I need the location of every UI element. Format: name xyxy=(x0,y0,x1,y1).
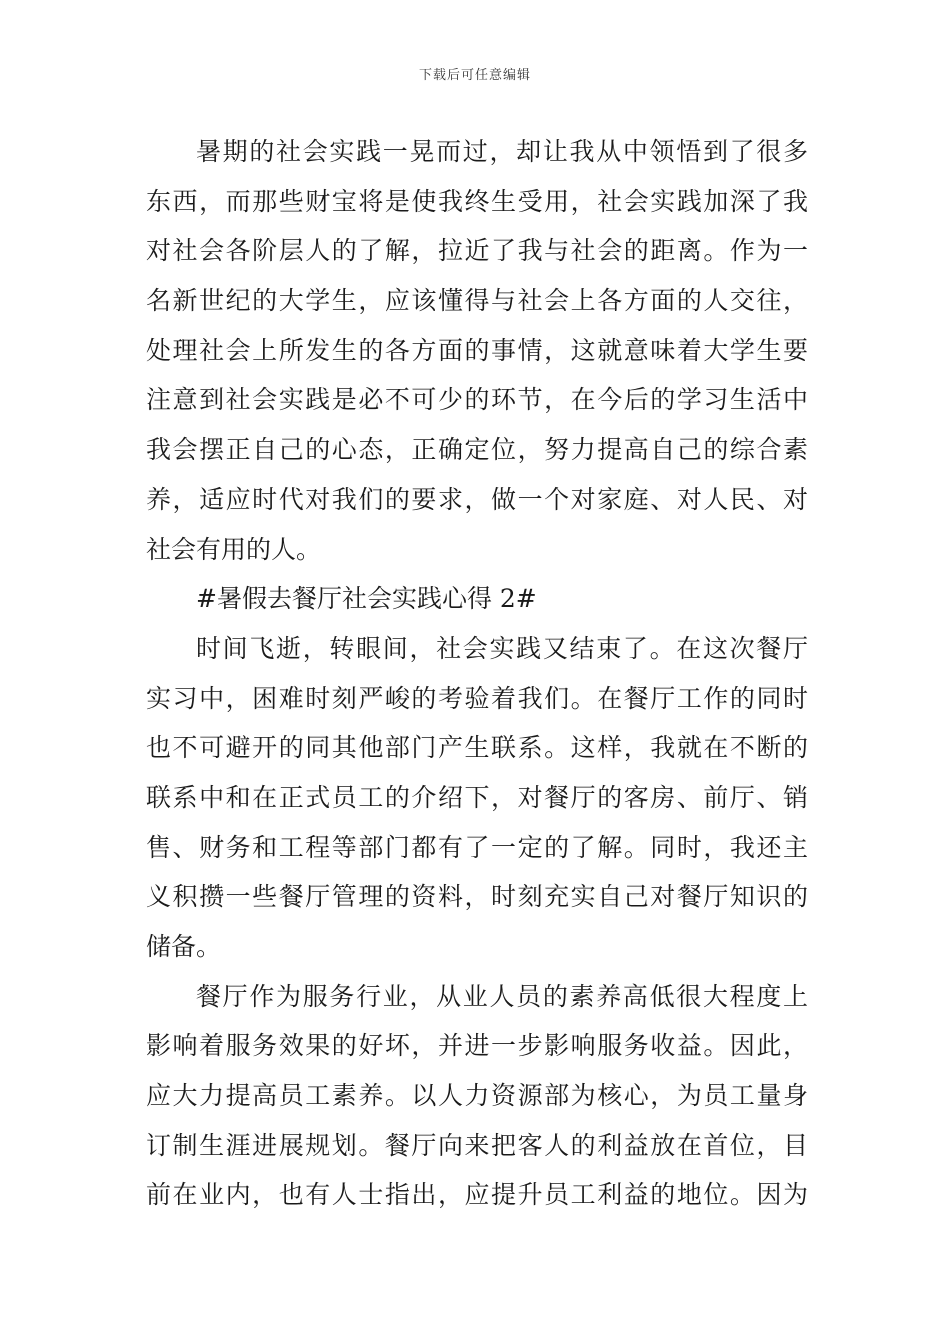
text-line: 东西，而那些财宝将是使我终生受用，社会实践加深了我 xyxy=(146,186,808,216)
text-line: 联系中和在正式员工的介绍下，对餐厅的客房、前厅、销 xyxy=(146,782,808,812)
document-body xyxy=(146,127,808,1220)
text-line: 名新世纪的大学生，应该懂得与社会上各方面的人交往， xyxy=(146,286,808,316)
text-line: 售、财务和工程等部门都有了一定的了解。同时，我还主 xyxy=(146,832,808,862)
text-line: 餐厅作为服务行业，从业人员的素养高低很大程度上 xyxy=(196,981,808,1011)
text-line: 订制生涯进展规划。餐厅向来把客人的利益放在首位，目 xyxy=(146,1130,808,1160)
text-line: 社会有用的人。 xyxy=(146,534,322,564)
page-header-note: 下载后可任意编辑 xyxy=(418,68,531,83)
text-line: 注意到社会实践是必不可少的环节，在今后的学习生活中 xyxy=(146,385,808,415)
text-line: 养，适应时代对我们的要求，做一个对家庭、对人民、对 xyxy=(146,484,808,514)
heading-line: #暑假去餐厅社会实践心得 2# xyxy=(196,584,537,614)
text-line: 义积攒一些餐厅管理的资料，时刻充实自己对餐厅知识的 xyxy=(146,882,808,912)
text-line: 时间飞逝，转眼间，社会实践又结束了。在这次餐厅 xyxy=(196,633,808,663)
text-line: 储备。 xyxy=(146,932,222,961)
text-line: 应大力提高员工素养。以人力资源部为核心，为员工量身 xyxy=(146,1081,808,1111)
text-line: 处理社会上所发生的各方面的事情，这就意味着大学生要 xyxy=(146,335,808,365)
text-line: 暑期的社会实践一晃而过，却让我从中领悟到了很多 xyxy=(196,137,808,166)
paragraph-2 xyxy=(146,624,808,972)
text-line: 前在业内，也有人士指出，应提升员工利益的地位。因为 xyxy=(146,1180,808,1210)
paragraph-1 xyxy=(146,127,808,574)
text-line: 我会摆正自己的心态，正确定位，努力提高自己的综合素 xyxy=(146,435,808,465)
text-line: 对社会各阶层人的了解，拉近了我与社会的距离。作为一 xyxy=(146,236,808,266)
text-line: 影响着服务效果的好坏，并进一步影响服务收益。因此， xyxy=(146,1031,808,1061)
text-line: 也不可避开的同其他部门产生联系。这样，我就在不断的 xyxy=(146,733,808,763)
text-line: 实习中，困难时刻严峻的考验着我们。在餐厅工作的同时 xyxy=(146,683,808,713)
paragraph-3 xyxy=(146,972,808,1220)
section-heading xyxy=(146,574,808,624)
